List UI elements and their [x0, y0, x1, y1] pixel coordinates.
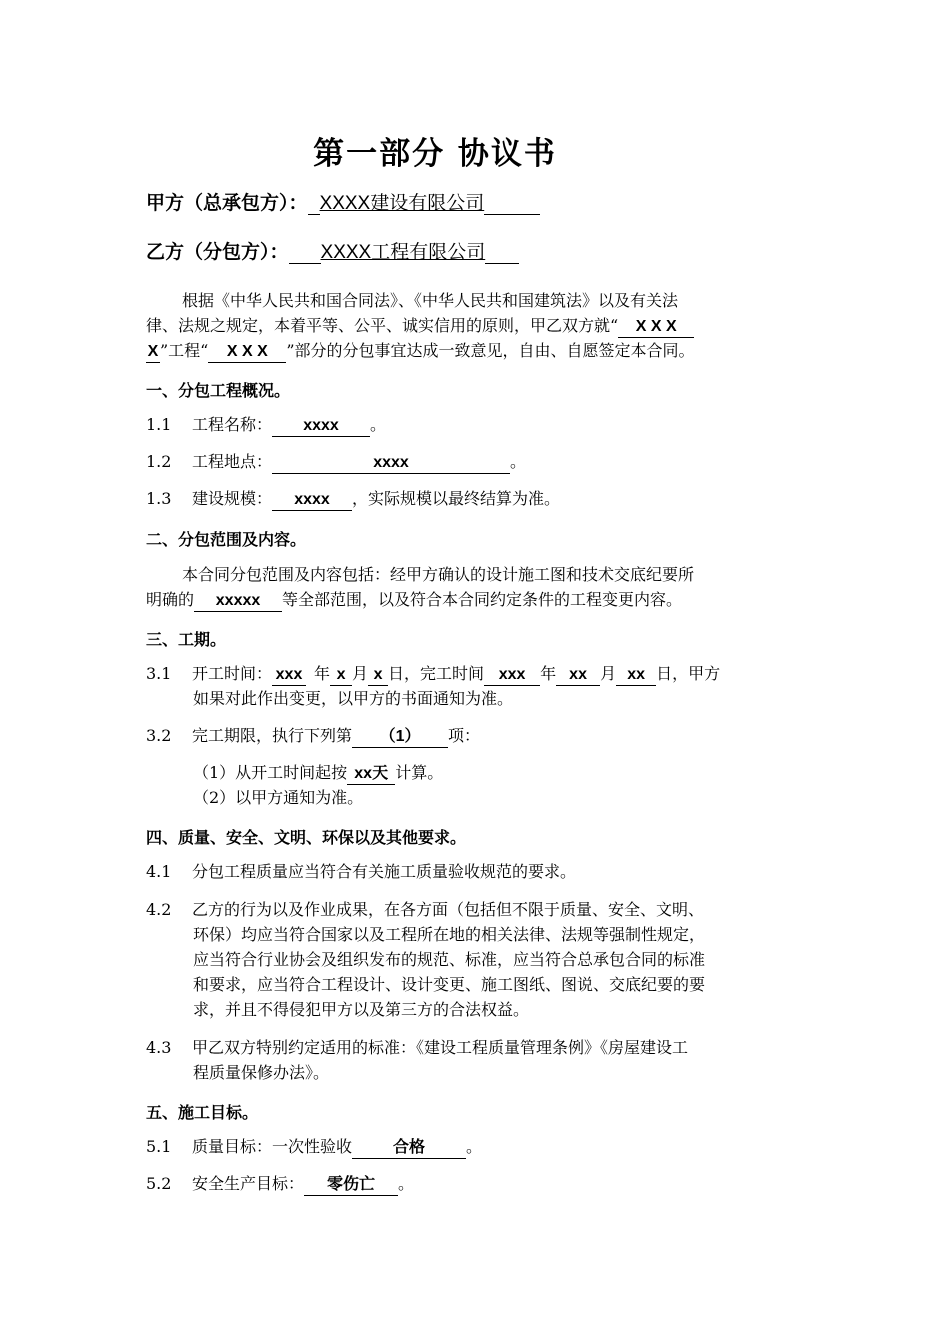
end-month: xx [556, 665, 600, 686]
item-continuation: 环保）均应当符合国家以及工程所在地的相关法律、法规等强制性规定， [193, 925, 706, 944]
safety-target-value: 零伤亡 [304, 1175, 398, 1196]
option-1 [193, 761, 443, 785]
underline-pad [485, 243, 519, 264]
item-text: 甲乙双方特别约定适用的标准：《建设工程质量管理条例》《房屋建设工 [192, 1038, 689, 1057]
end-day: xx [616, 665, 656, 686]
item-number: 4.2 [146, 900, 172, 919]
project-location-value: xxxx [272, 453, 510, 474]
section-heading: 三、工期。 [146, 630, 227, 649]
item-text: 乙方的行为以及作业成果，在各方面（包括但不限于质量、安全、文明、 [192, 900, 705, 919]
party-a-value: XXXX建设有限公司 [319, 193, 485, 214]
scope-text: 明确的 [146, 590, 195, 609]
item-label: 完工期限，执行下列第 [192, 726, 353, 745]
date-unit: 年 [314, 664, 331, 683]
project-name-blank: X X X [618, 317, 694, 338]
intro-text: ”部分的分包事宜达成一致意见，自由、自愿签定本合同。 [286, 341, 695, 360]
item-label: 建设规模： [192, 489, 273, 508]
section-heading: 二、分包范围及内容。 [146, 530, 307, 549]
list-item [146, 860, 576, 884]
item-label: 安全生产目标： [192, 1174, 305, 1193]
start-day: x [368, 665, 388, 686]
item-suffix: 。 [510, 452, 527, 471]
intro-line-1: 根据《中华人民共和国合同法》、《中华人民共和国建筑法》以及有关法 [182, 291, 679, 310]
item-number: 1.1 [146, 415, 172, 434]
intro-text: 律、法规之规定，本着平等、公平、诚实信用的原则，甲乙双方就“ [146, 316, 619, 335]
item-suffix: 项： [448, 726, 481, 745]
list-item [146, 662, 720, 686]
item-continuation: 求，并且不得侵犯甲方以及第三方的合法权益。 [193, 1000, 530, 1019]
option-text: 计算。 [395, 763, 444, 782]
item-number: 3.1 [146, 664, 172, 683]
date-unit: 月 [600, 664, 617, 683]
project-scale-value: xxxx [272, 490, 352, 511]
item-number: 4.1 [146, 862, 172, 881]
party-b-row [146, 237, 519, 264]
option-text: （1）从开工时间起按 [193, 763, 348, 782]
item-label: 工程名称： [192, 415, 273, 434]
option-2: （2）以甲方通知为准。 [193, 788, 364, 807]
item-continuation: 和要求，应当符合工程设计、设计变更、施工图纸、图说、交底纪要的要 [193, 975, 706, 994]
item-suffix: ，实际规模以最终结算为准。 [352, 489, 561, 508]
project-name-blank-cont: X [146, 342, 160, 363]
underline-pad [289, 243, 321, 264]
project-name-value: xxxx [272, 416, 370, 437]
list-item [146, 1172, 414, 1196]
page-title: 第一部分 协议书 [313, 136, 557, 172]
item-text: 分包工程质量应当符合有关施工质量验收规范的要求。 [192, 862, 577, 881]
section-heading: 五、施工目标。 [146, 1103, 259, 1122]
party-b-value: XXXX工程有限公司 [320, 242, 486, 263]
item-number: 1.3 [146, 489, 172, 508]
item-number: 5.1 [146, 1137, 172, 1156]
item-continuation: 如果对此作出变更，以甲方的书面通知为准。 [193, 689, 514, 708]
item-label: 质量目标：一次性验收 [192, 1137, 353, 1156]
item-number: 3.2 [146, 726, 172, 745]
list-item [146, 413, 386, 437]
list-item [146, 1036, 688, 1060]
scope-line-2 [146, 588, 682, 612]
list-item [146, 450, 526, 474]
start-month: x [330, 665, 352, 686]
duration-days-value: xx天 [347, 764, 395, 785]
section-heading: 四、质量、安全、文明、环保以及其他要求。 [146, 828, 467, 847]
item-suffix: 。 [466, 1137, 483, 1156]
quality-target-value: 合格 [352, 1138, 466, 1159]
party-b-label: 乙方（分包方）： [146, 241, 289, 263]
item-suffix: 。 [398, 1174, 415, 1193]
date-unit: 月 [352, 664, 369, 683]
list-item [146, 487, 560, 511]
item-continuation: 应当符合行业协会及组织发布的规范、标准，应当符合总承包合同的标准 [193, 950, 706, 969]
item-suffix: 。 [370, 415, 387, 434]
list-item [146, 1135, 482, 1159]
item-continuation: 程质量保修办法》。 [193, 1063, 330, 1082]
item-number: 4.3 [146, 1038, 172, 1057]
list-item [146, 724, 480, 748]
scope-value: xxxxx [194, 591, 282, 612]
underline-pad [308, 194, 320, 215]
date-unit: 年 [540, 664, 557, 683]
date-unit: 日，甲方 [656, 664, 721, 683]
intro-line-2 [146, 314, 694, 338]
part-name-blank: X X X [208, 342, 286, 363]
date-unit: 日，完工时间 [388, 664, 485, 683]
end-year: xxx [484, 665, 540, 686]
section-heading: 一、分包工程概况。 [146, 381, 291, 400]
party-a-row [146, 188, 540, 215]
intro-line-3 [146, 339, 695, 363]
start-year: xxx [272, 665, 306, 686]
item-number: 1.2 [146, 452, 172, 471]
item-label: 工程地点： [192, 452, 273, 471]
item-label: 开工时间： [192, 664, 273, 683]
intro-text: ”工程“ [160, 341, 209, 360]
underline-pad [484, 194, 540, 215]
item-number: 5.2 [146, 1174, 172, 1193]
list-item [146, 898, 704, 922]
scope-text: 等全部范围，以及符合本合同约定条件的工程变更内容。 [282, 590, 683, 609]
duration-option-value: （1） [352, 727, 448, 748]
party-a-label: 甲方（总承包方）： [146, 192, 308, 214]
scope-line-1: 本合同分包范围及内容包括：经甲方确认的设计施工图和技术交底纪要所 [182, 565, 695, 584]
